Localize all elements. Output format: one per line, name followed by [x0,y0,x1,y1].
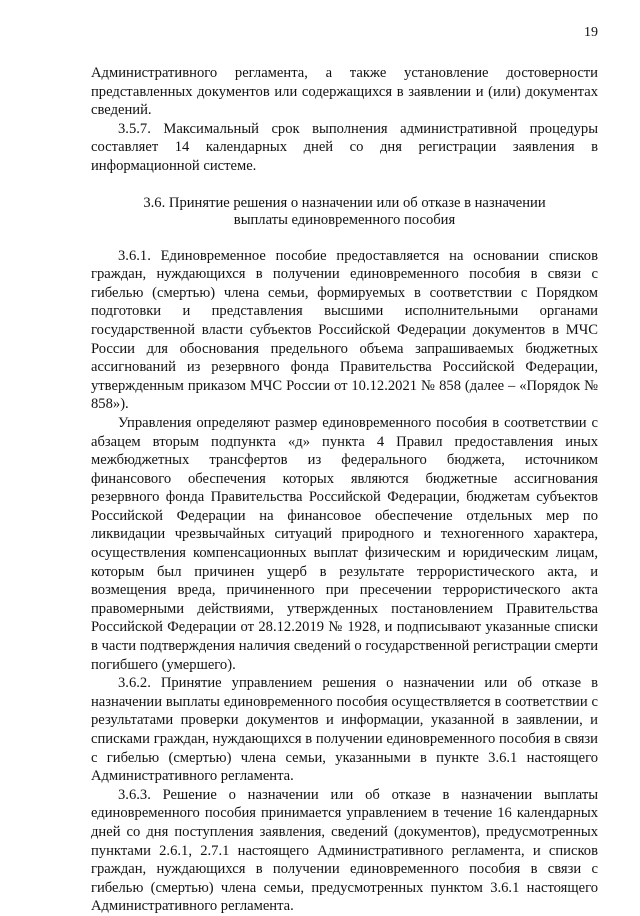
paragraph-3-5-7: 3.5.7. Максимальный срок выполнения административной процедуры составляет 14 календарных дней со дня регистрации заявления в информационной системе. [91,120,598,174]
document-body [91,64,598,916]
paragraph-3-6-2: 3.6.2. Принятие управлением решения о назначении или об отказе в назначении выплаты единовременного пособия осуществляется в соответствии с результатами проверки документов и информации, указанной в заявлении, и списками граждан, нуждающихся в получении единовременного пособия в связи с гибелью (смертью) члена семьи, указанными в пункте 3.6.1 настоящего Административного регламента. [91,675,598,785]
paragraph-continuation: Административного регламента, а также установление достоверности представленных документов или содержащихся в заявлении и (или) документах сведений. [91,65,598,119]
paragraph-3-6-1: 3.6.1. Единовременное пособие предоставляется на основании списков граждан, нуждающихся в получении единовременного пособия в связи с гибелью (смертью) члена семьи, формируемых в соответствии с Порядком подготовки и представления высшими исполнительными органами государственной власти субъектов Российской Федерации документов в МЧС России для обоснования предельного объема запрашиваемых бюджетных ассигнований из резервного фонда Правительства Российской Федерации, утвержденным приказом МЧС России от 10.12.2021 № 858 (далее – «Порядок № 858»). [91,247,598,413]
paragraph-3-6-3: 3.6.3. Решение о назначении или об отказе в назначении выплаты единовременного пособия принимается управлением в течение 16 календарных дней со дня поступления заявления, сведений (документов), предусмотренных пунктами 2.6.1, 2.7.1 настоящего Административного регламента, и списков граждан, нуждающихся в получении единовременного пособия в связи с гибелью (смертью) члена семьи, предусмотренных пунктом 3.6.1 настоящего Административного регламента. [91,786,598,915]
section-heading-3-6: 3.6. Принятие решения о назначении или об отказе в назначении выплаты единовременного пособия [143,194,546,228]
paragraph-upravleniya: Управления определяют размер единовременного пособия в соответствии с абзацем вторым подпункта «д» пункта 4 Правил предоставления иных межбюджетных трансфертов из федерального бюджета, источником финансового обеспечения которых являются бюджетные ассигнования резервного фонда Правительства Российской Федерации, бюджетам субъектов Российской Федерации на финансовое обеспечение отдельных мер по ликвидации чрезвычайных ситуаций природного и техногенного характера, осуществления компенсационных выплат физическим и юридическим лицам, которым был причинен ущерб в результате террористического акта, и возмещения вреда, причиненного при пресечении террористического акта правомерными действиями, утвержденных постановлением Правительства Российской Федерации от 28.12.2019 № 1928, и подписывают указанные списки в части подтверждения наличия сведений о государственной регистрации смерти погибшего (умершего). [91,414,598,673]
page-number: 19 [584,25,598,40]
